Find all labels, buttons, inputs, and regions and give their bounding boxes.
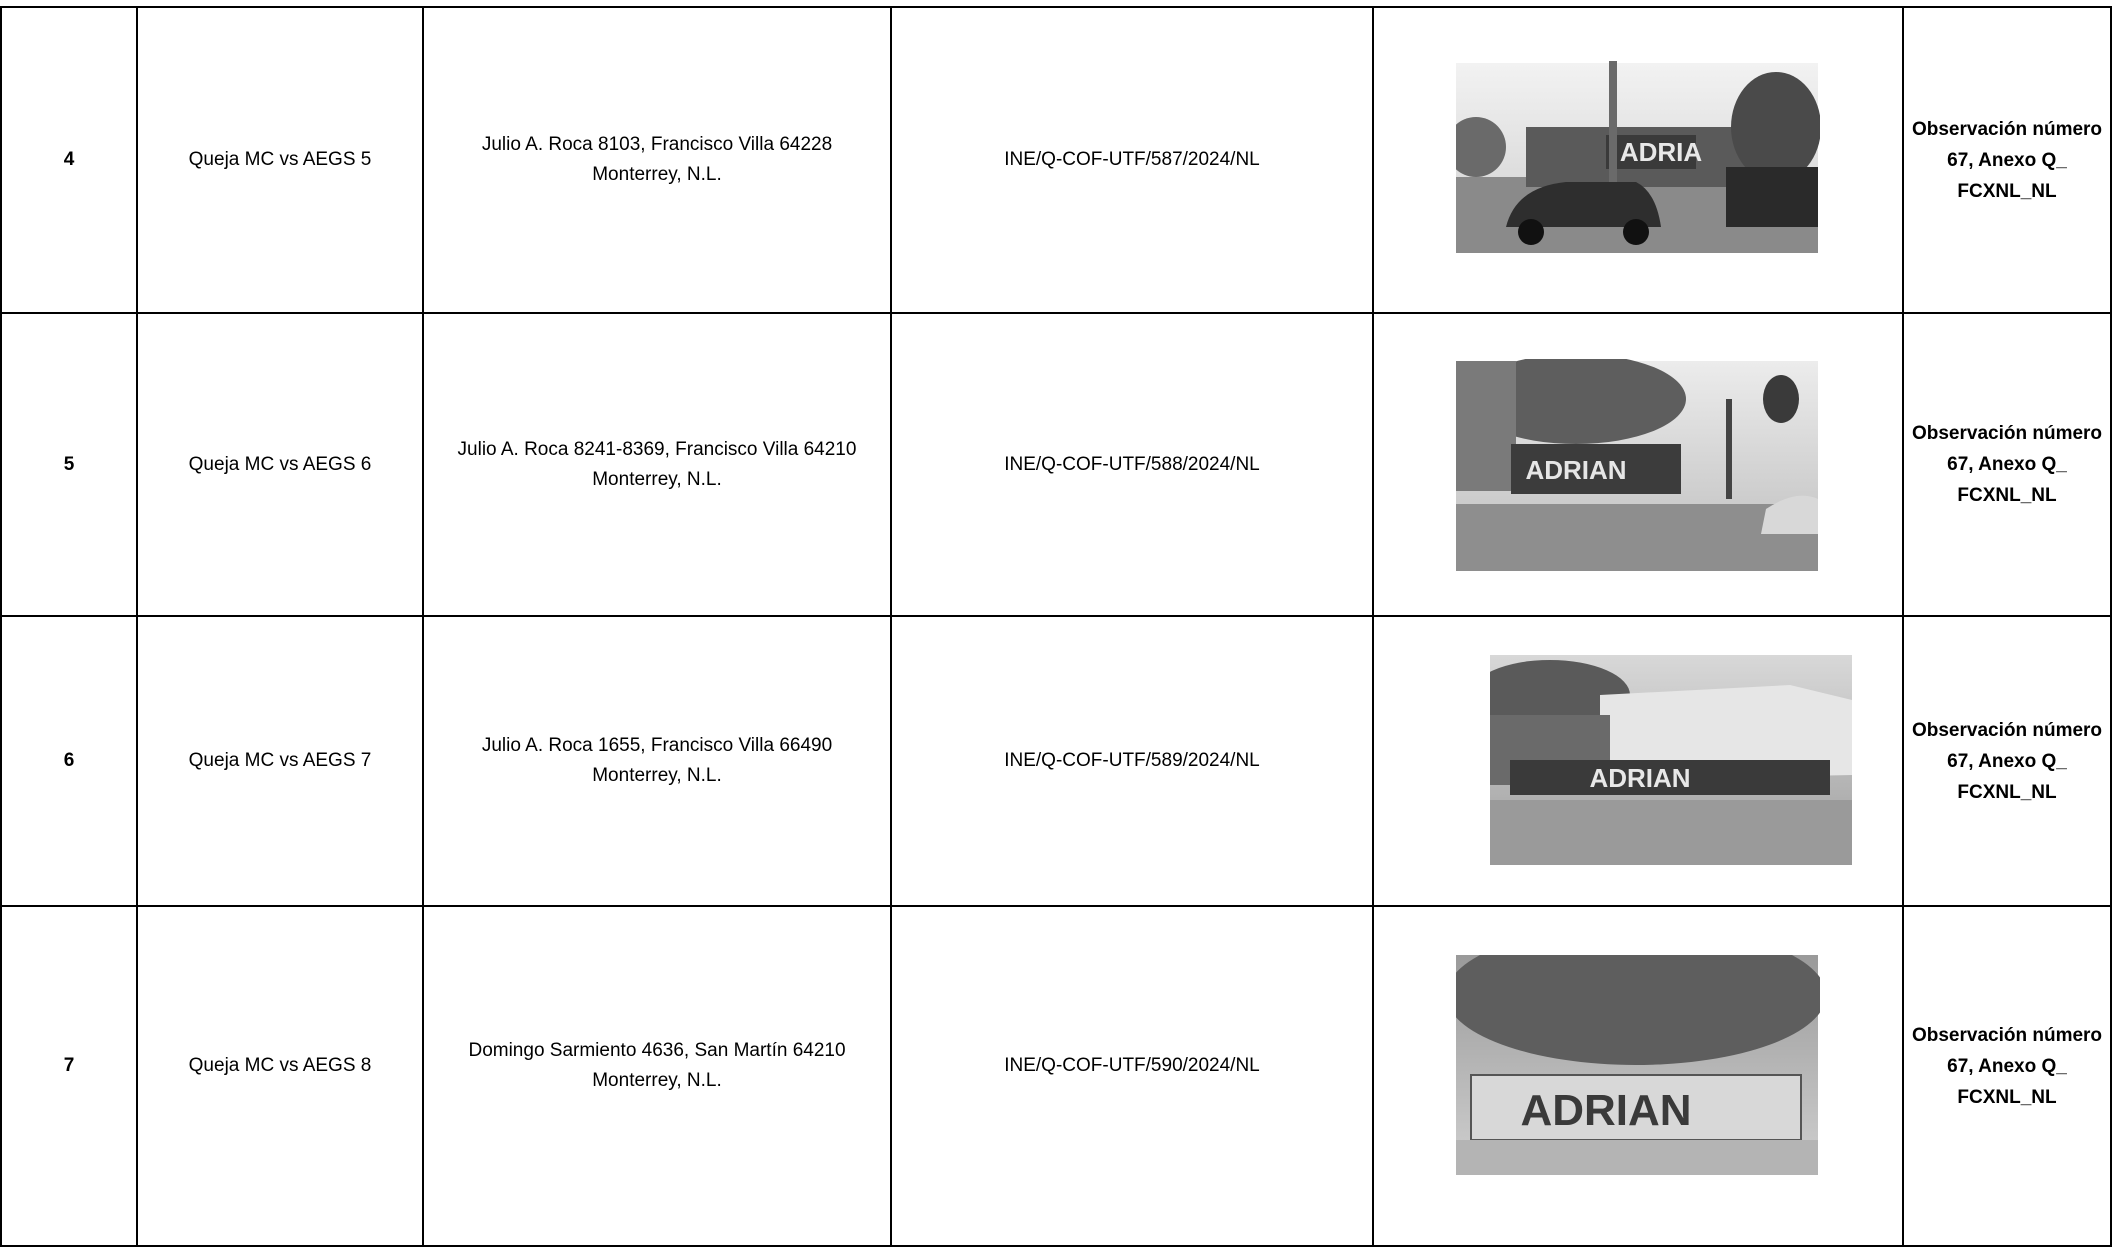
address-cell	[423, 616, 891, 906]
evidence-photo	[1456, 955, 1820, 1177]
observation-line-3: FCXNL_NL	[1957, 485, 2057, 506]
case-id-cell: INE/Q-COF-UTF/588/2024/NL	[891, 313, 1373, 616]
observation-line-2: 67, Anexo Q_	[1947, 750, 2067, 772]
address-line-1: Julio A. Roca 1655, Francisco Villa 66490	[481, 735, 833, 756]
address-line-1: Domingo Sarmiento 4636, San Martín 64210	[468, 1040, 846, 1061]
row-number: 6	[1, 616, 137, 906]
case-id-cell: INE/Q-COF-UTF/589/2024/NL	[891, 616, 1373, 906]
wall-sign-text: ADRIAN	[1525, 454, 1627, 485]
wall-sign-text: ADRIAN	[1520, 1086, 1692, 1135]
observation-line-2: 67, Anexo Q_	[1947, 149, 2067, 171]
table-row	[1, 906, 2111, 1246]
observation-line-1: Observación número	[1911, 423, 2103, 444]
observation-cell	[1903, 7, 2111, 313]
case-id-cell: INE/Q-COF-UTF/590/2024/NL	[891, 906, 1373, 1246]
observation-cell	[1903, 313, 2111, 616]
evidence-photo-cell	[1373, 313, 1903, 616]
evidence-photo-cell	[1373, 7, 1903, 313]
evidence-photo	[1490, 655, 1854, 867]
observation-line-2: 67, Anexo Q_	[1947, 454, 2067, 475]
complaint-cell: Queja MC vs AEGS 7	[137, 616, 423, 906]
row-number: 5	[1, 313, 137, 616]
observation-cell	[1903, 906, 2111, 1246]
complaint-cell: Queja MC vs AEGS 6	[137, 313, 423, 616]
address-cell	[423, 906, 891, 1246]
row-number: 7	[1, 906, 137, 1246]
address-line-2: Monterrey, N.L.	[592, 468, 722, 490]
complaint-cell: Queja MC vs AEGS 5	[137, 7, 423, 313]
address-line-2: Monterrey, N.L.	[592, 164, 722, 185]
evidence-photo-cell	[1373, 906, 1903, 1246]
table-row	[1, 616, 2111, 906]
address-line-1: Julio A. Roca 8103, Francisco Villa 64228	[481, 134, 833, 155]
address-line-2: Monterrey, N.L.	[592, 765, 722, 786]
address-cell	[423, 313, 891, 616]
row-number: 4	[1, 7, 137, 313]
observation-line-3: FCXNL_NL	[1957, 781, 2057, 803]
observation-line-1: Observación número	[1911, 1024, 2103, 1046]
address-line-1: Julio A. Roca 8241-8369, Francisco Villa 64210	[457, 438, 857, 460]
address-cell	[423, 7, 891, 313]
evidence-photo-cell	[1373, 616, 1903, 906]
evidence-photo	[1456, 359, 1820, 571]
observation-line-1: Observación número	[1911, 719, 2103, 741]
observation-line-2: 67, Anexo Q_	[1947, 1055, 2067, 1077]
address-line-2: Monterrey, N.L.	[592, 1070, 722, 1091]
observation-cell	[1903, 616, 2111, 906]
wall-sign-text: ADRIAN	[1589, 763, 1691, 793]
complaints-table	[0, 6, 2112, 1247]
case-id-cell: INE/Q-COF-UTF/587/2024/NL	[891, 7, 1373, 313]
table-row	[1, 313, 2111, 616]
observation-line-3: FCXNL_NL	[1957, 1086, 2057, 1108]
complaint-cell: Queja MC vs AEGS 8	[137, 906, 423, 1246]
wall-sign-text: ADRIA	[1619, 137, 1703, 167]
evidence-photo	[1456, 57, 1820, 263]
table-row	[1, 7, 2111, 313]
observation-line-3: FCXNL_NL	[1957, 180, 2057, 202]
observation-line-1: Observación número	[1911, 118, 2103, 140]
